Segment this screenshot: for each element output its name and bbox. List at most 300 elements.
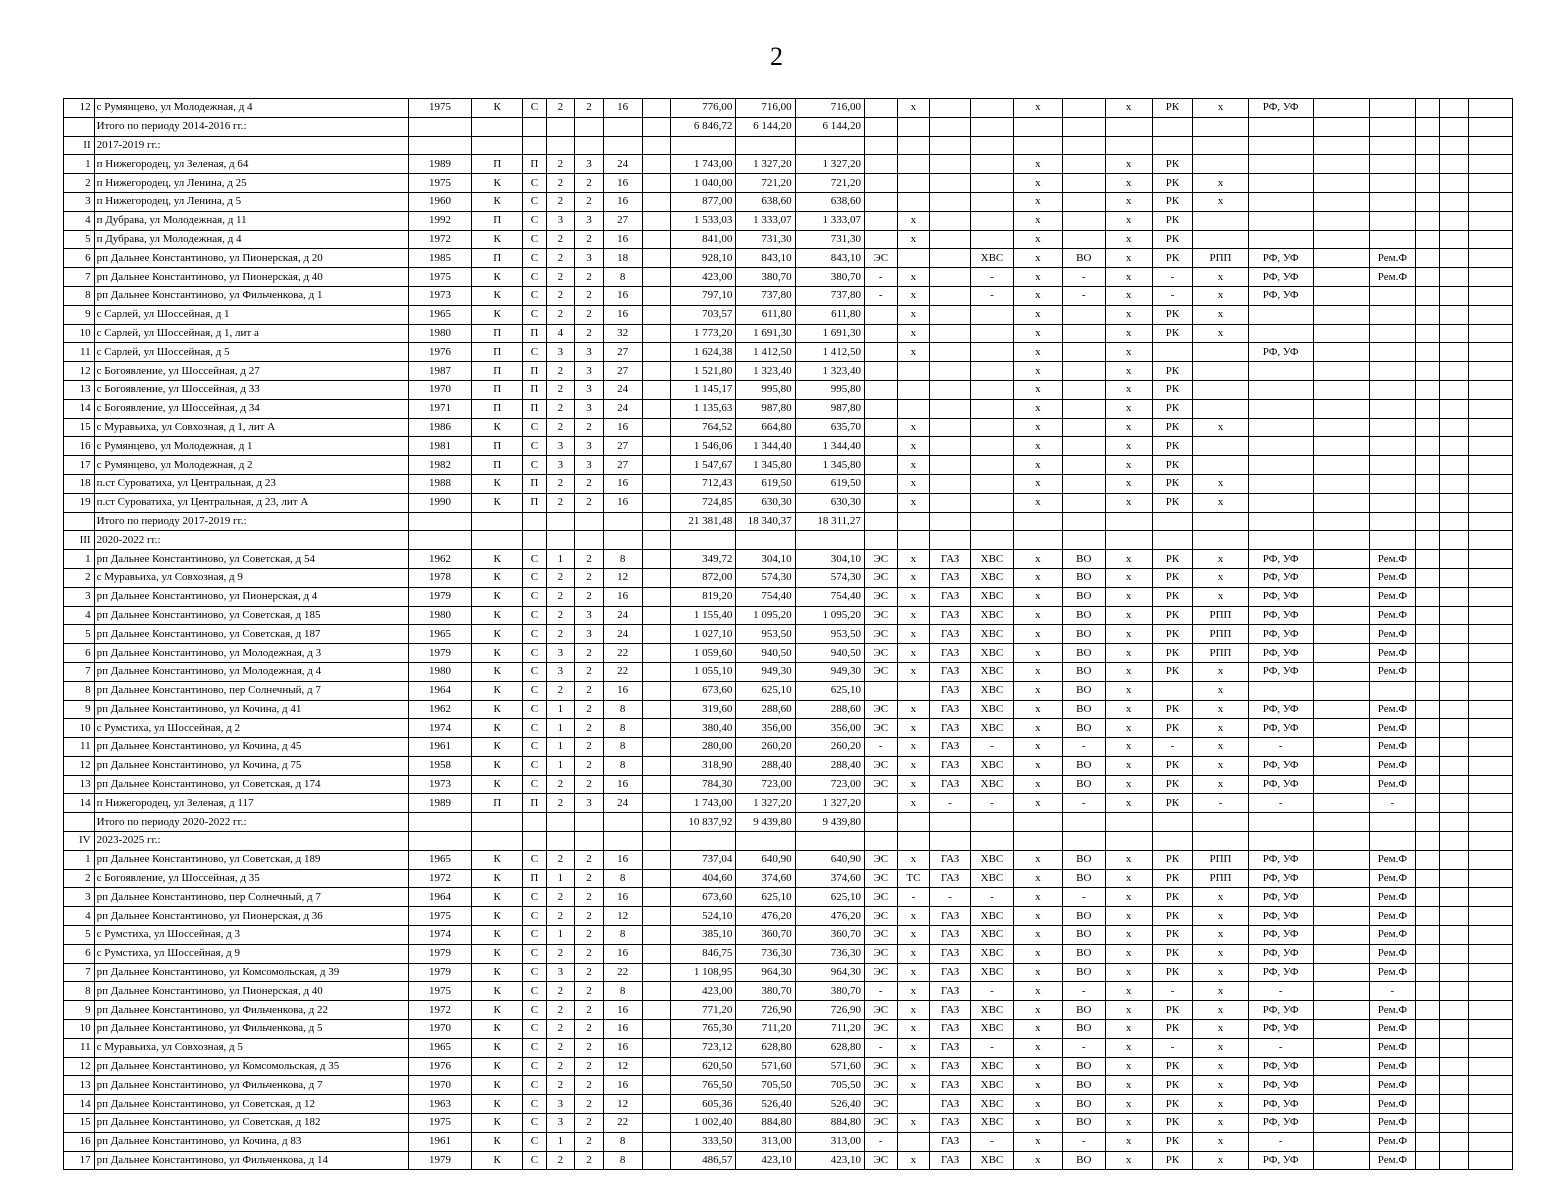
table-cell: 628,80 <box>795 1038 864 1057</box>
table-cell <box>1369 155 1415 174</box>
table-cell <box>1193 211 1248 230</box>
address-cell: рп Дальнее Константиново, ул Пионерская, д 20 <box>94 249 408 268</box>
table-cell: 1972 <box>408 869 471 888</box>
table-cell <box>930 249 971 268</box>
table-cell <box>642 1132 671 1151</box>
table-cell: 1975 <box>408 99 471 118</box>
table-cell: ГАЗ <box>930 719 971 738</box>
table-cell: Рем.Ф <box>1369 1132 1415 1151</box>
table-cell: х <box>1013 362 1062 381</box>
table-cell: РПП <box>1193 625 1248 644</box>
table-cell: 1 027,10 <box>671 625 736 644</box>
table-cell: х <box>897 343 930 362</box>
table-cell <box>642 324 671 343</box>
table-cell: К <box>472 174 523 193</box>
table-cell: 1970 <box>408 1020 471 1039</box>
table-cell <box>408 117 471 136</box>
table-cell <box>1193 380 1248 399</box>
address-cell: рп Дальнее Константиново, ул Молодежная, д 3 <box>94 644 408 663</box>
table-cell: 628,80 <box>736 1038 795 1057</box>
table-cell: 843,10 <box>736 249 795 268</box>
table-cell <box>971 418 1014 437</box>
address-cell: с Румянцево, ул Молодежная, д 2 <box>94 456 408 475</box>
table-cell <box>864 418 897 437</box>
row-index-cell: 17 <box>64 1151 95 1170</box>
table-row <box>64 644 1513 663</box>
table-cell: К <box>472 926 523 945</box>
table-cell: 2 <box>575 963 604 982</box>
table-cell: РФ, УФ <box>1248 550 1313 569</box>
table-cell: ГАЗ <box>930 606 971 625</box>
table-cell: - <box>1152 982 1193 1001</box>
table-cell <box>1468 963 1512 982</box>
table-cell: 723,00 <box>795 775 864 794</box>
table-cell: 1982 <box>408 456 471 475</box>
table-cell: С <box>523 568 546 587</box>
table-cell: 2 <box>546 568 575 587</box>
table-cell: 319,60 <box>671 700 736 719</box>
table-cell: 260,20 <box>736 738 795 757</box>
table-row <box>64 662 1513 681</box>
table-cell <box>642 963 671 982</box>
table-cell <box>1468 850 1512 869</box>
table-cell: х <box>1105 1114 1152 1133</box>
table-cell: 1 412,50 <box>736 343 795 362</box>
table-cell <box>1313 644 1369 663</box>
table-row <box>64 625 1513 644</box>
table-cell <box>1415 1151 1439 1170</box>
table-cell: х <box>897 1114 930 1133</box>
table-cell: 24 <box>603 794 642 813</box>
table-cell: 2 <box>546 794 575 813</box>
table-cell: 712,43 <box>671 474 736 493</box>
table-cell <box>1415 550 1439 569</box>
table-cell <box>1468 474 1512 493</box>
table-row <box>64 305 1513 324</box>
table-cell: ГАЗ <box>930 1057 971 1076</box>
table-cell <box>1440 531 1469 550</box>
table-cell <box>1369 456 1415 475</box>
table-cell: 2 <box>575 756 604 775</box>
table-cell: 3 <box>575 343 604 362</box>
table-cell <box>1468 286 1512 305</box>
table-cell <box>1440 850 1469 869</box>
table-cell: С <box>523 775 546 794</box>
table-cell: С <box>523 1151 546 1170</box>
table-row <box>64 568 1513 587</box>
table-cell <box>1248 174 1313 193</box>
table-cell <box>1313 738 1369 757</box>
table-cell <box>1440 1132 1469 1151</box>
table-cell: х <box>897 1151 930 1170</box>
table-cell <box>1440 286 1469 305</box>
table-cell: Рем.Ф <box>1369 719 1415 738</box>
table-cell: 2 <box>546 944 575 963</box>
table-cell: РК <box>1152 926 1193 945</box>
table-cell: Рем.Ф <box>1369 606 1415 625</box>
table-cell: 2 <box>546 1057 575 1076</box>
table-cell: 280,00 <box>671 738 736 757</box>
table-cell <box>1313 380 1369 399</box>
table-cell <box>864 324 897 343</box>
table-cell: 16 <box>603 474 642 493</box>
table-cell: 2 <box>575 775 604 794</box>
table-cell: 711,20 <box>795 1020 864 1039</box>
table-cell <box>1415 174 1439 193</box>
table-row <box>64 888 1513 907</box>
row-index-cell <box>64 813 95 832</box>
table-cell: 12 <box>603 1095 642 1114</box>
table-cell: х <box>1193 1151 1248 1170</box>
table-cell: РК <box>1152 437 1193 456</box>
table-cell: С <box>523 850 546 869</box>
table-cell: 1 327,20 <box>795 155 864 174</box>
table-cell: 1979 <box>408 1151 471 1170</box>
table-cell: С <box>523 99 546 118</box>
table-cell: 1965 <box>408 850 471 869</box>
table-cell: К <box>472 305 523 324</box>
table-cell <box>1369 474 1415 493</box>
table-cell: К <box>472 550 523 569</box>
table-cell <box>642 832 671 851</box>
table-cell <box>1313 343 1369 362</box>
table-cell <box>642 1114 671 1133</box>
table-cell: 819,20 <box>671 587 736 606</box>
table-cell: 2 <box>546 775 575 794</box>
table-cell <box>1313 606 1369 625</box>
table-cell: 360,70 <box>795 926 864 945</box>
table-cell <box>642 230 671 249</box>
table-cell: 1 108,95 <box>671 963 736 982</box>
table-cell <box>642 944 671 963</box>
table-cell <box>1062 813 1105 832</box>
table-cell: С <box>523 437 546 456</box>
table-cell: ХВС <box>971 662 1014 681</box>
table-cell: ГАЗ <box>930 1151 971 1170</box>
table-cell <box>1440 644 1469 663</box>
table-cell: 1965 <box>408 305 471 324</box>
table-cell: РФ, УФ <box>1248 1057 1313 1076</box>
table-cell: х <box>1193 418 1248 437</box>
table-cell: 356,00 <box>795 719 864 738</box>
table-cell: 3 <box>575 399 604 418</box>
table-row <box>64 681 1513 700</box>
table-cell: ГАЗ <box>930 926 971 945</box>
table-cell: 2 <box>546 850 575 869</box>
table-cell: ЭС <box>864 587 897 606</box>
address-cell: рп Дальнее Константиново, ул Пионерская, д 40 <box>94 268 408 287</box>
table-cell <box>1313 1151 1369 1170</box>
table-cell: 22 <box>603 644 642 663</box>
table-cell <box>472 117 523 136</box>
table-cell: ВО <box>1062 963 1105 982</box>
table-cell: 1979 <box>408 644 471 663</box>
table-cell: 765,50 <box>671 1076 736 1095</box>
table-cell: ГАЗ <box>930 681 971 700</box>
table-cell: К <box>472 982 523 1001</box>
table-cell: 2 <box>546 625 575 644</box>
table-cell: РК <box>1152 587 1193 606</box>
table-cell: 995,80 <box>795 380 864 399</box>
row-index-cell: 9 <box>64 305 95 324</box>
table-cell: 24 <box>603 399 642 418</box>
table-cell <box>1062 474 1105 493</box>
table-cell <box>1415 775 1439 794</box>
table-cell: 953,50 <box>795 625 864 644</box>
table-cell <box>1468 362 1512 381</box>
address-cell: рп Дальнее Константиново, пер Солнечный, д 7 <box>94 888 408 907</box>
table-cell: 2 <box>546 1151 575 1170</box>
row-index-cell: 6 <box>64 944 95 963</box>
table-cell <box>1468 832 1512 851</box>
table-cell <box>575 832 604 851</box>
table-cell: х <box>897 625 930 644</box>
table-cell <box>930 174 971 193</box>
table-cell <box>1313 982 1369 1001</box>
table-cell: х <box>1193 1001 1248 1020</box>
table-cell: РФ, УФ <box>1248 268 1313 287</box>
table-cell: 1 624,38 <box>671 343 736 362</box>
table-cell <box>971 380 1014 399</box>
table-cell <box>1369 174 1415 193</box>
table-cell <box>864 474 897 493</box>
table-row <box>64 756 1513 775</box>
table-cell: РФ, УФ <box>1248 343 1313 362</box>
table-cell: 737,80 <box>736 286 795 305</box>
table-cell <box>736 531 795 550</box>
table-cell <box>897 399 930 418</box>
table-cell <box>1468 625 1512 644</box>
table-cell: 8 <box>603 756 642 775</box>
table-cell <box>1313 850 1369 869</box>
table-cell <box>1468 343 1512 362</box>
table-cell: Рем.Ф <box>1369 644 1415 663</box>
page-number: 2 <box>770 42 783 71</box>
table-cell: К <box>472 888 523 907</box>
table-cell <box>897 1132 930 1151</box>
table-cell <box>1062 174 1105 193</box>
table-cell <box>642 418 671 437</box>
table-cell: 1980 <box>408 606 471 625</box>
table-cell <box>1415 813 1439 832</box>
table-cell: - <box>971 1038 1014 1057</box>
table-cell <box>671 832 736 851</box>
table-cell: 2 <box>546 587 575 606</box>
table-cell: 8 <box>603 700 642 719</box>
table-cell: 12 <box>603 907 642 926</box>
table-cell: х <box>1193 700 1248 719</box>
table-cell <box>642 982 671 1001</box>
table-cell: 1981 <box>408 437 471 456</box>
address-cell: с Сарлей, ул Шоссейная, д 5 <box>94 343 408 362</box>
table-cell: х <box>897 99 930 118</box>
table-cell: х <box>1193 324 1248 343</box>
table-cell <box>1313 1057 1369 1076</box>
table-cell: РК <box>1152 756 1193 775</box>
table-row <box>64 1151 1513 1170</box>
table-row <box>64 587 1513 606</box>
table-cell: 2 <box>575 230 604 249</box>
table-cell: х <box>1013 155 1062 174</box>
table-cell: 1 <box>546 550 575 569</box>
table-cell <box>1440 681 1469 700</box>
table-cell <box>1248 474 1313 493</box>
table-cell: 313,00 <box>795 1132 864 1151</box>
table-cell <box>971 305 1014 324</box>
table-cell: х <box>1013 700 1062 719</box>
table-cell <box>642 568 671 587</box>
table-cell: 1974 <box>408 719 471 738</box>
table-cell: К <box>472 418 523 437</box>
table-cell: РФ, УФ <box>1248 756 1313 775</box>
table-cell: х <box>897 644 930 663</box>
table-cell: х <box>897 1076 930 1095</box>
table-cell: х <box>1013 662 1062 681</box>
table-row <box>64 813 1513 832</box>
table-cell <box>1313 1076 1369 1095</box>
table-cell: 18 311,27 <box>795 512 864 531</box>
table-cell <box>1468 775 1512 794</box>
table-cell <box>1415 192 1439 211</box>
table-cell: 1975 <box>408 982 471 1001</box>
table-cell: ЭС <box>864 644 897 663</box>
address-cell: п Нижегородец, ул Зеленая, д 117 <box>94 794 408 813</box>
table-cell <box>864 343 897 362</box>
table-cell: х <box>1013 211 1062 230</box>
table-cell: РФ, УФ <box>1248 926 1313 945</box>
table-cell: ГАЗ <box>930 1132 971 1151</box>
table-cell: х <box>897 1001 930 1020</box>
table-cell: х <box>1105 268 1152 287</box>
table-cell: Рем.Ф <box>1369 662 1415 681</box>
table-row <box>64 531 1513 550</box>
address-cell: рп Дальнее Константиново, ул Кочина, д 41 <box>94 700 408 719</box>
table-cell <box>1013 512 1062 531</box>
table-cell: 1 155,40 <box>671 606 736 625</box>
table-cell: - <box>864 286 897 305</box>
table-cell: РК <box>1152 606 1193 625</box>
table-cell <box>1062 211 1105 230</box>
table-cell: х <box>1013 794 1062 813</box>
table-cell: х <box>1105 362 1152 381</box>
table-cell <box>1440 512 1469 531</box>
table-cell <box>642 813 671 832</box>
table-cell: ХВС <box>971 926 1014 945</box>
table-cell: С <box>523 944 546 963</box>
table-cell: ЭС <box>864 568 897 587</box>
table-cell: 1 <box>546 926 575 945</box>
table-cell: РК <box>1152 1151 1193 1170</box>
table-cell: 4 <box>546 324 575 343</box>
table-cell: С <box>523 644 546 663</box>
table-cell <box>930 380 971 399</box>
table-cell <box>1062 380 1105 399</box>
table-cell <box>1468 531 1512 550</box>
table-cell: х <box>1193 268 1248 287</box>
row-index-cell: 12 <box>64 362 95 381</box>
table-cell <box>642 1057 671 1076</box>
table-cell: 571,60 <box>736 1057 795 1076</box>
table-cell <box>523 531 546 550</box>
table-row <box>64 1076 1513 1095</box>
table-cell <box>897 192 930 211</box>
table-cell: 304,10 <box>736 550 795 569</box>
table-cell: 304,10 <box>795 550 864 569</box>
table-cell: С <box>523 907 546 926</box>
table-cell: 16 <box>603 1020 642 1039</box>
table-cell <box>897 174 930 193</box>
table-cell <box>1468 982 1512 1001</box>
table-cell: С <box>523 286 546 305</box>
table-cell: Рем.Ф <box>1369 756 1415 775</box>
table-cell: 380,40 <box>671 719 736 738</box>
table-cell <box>642 531 671 550</box>
table-cell <box>1440 249 1469 268</box>
table-cell: РФ, УФ <box>1248 963 1313 982</box>
table-cell: 638,60 <box>795 192 864 211</box>
table-cell: 1975 <box>408 174 471 193</box>
table-cell <box>864 493 897 512</box>
table-cell <box>864 456 897 475</box>
table-cell: ХВС <box>971 587 1014 606</box>
table-cell: 16 <box>603 1038 642 1057</box>
table-cell: х <box>897 268 930 287</box>
table-cell <box>642 926 671 945</box>
table-cell: х <box>897 963 930 982</box>
table-row <box>64 1114 1513 1133</box>
table-cell <box>971 512 1014 531</box>
table-cell: ЭС <box>864 1076 897 1095</box>
address-cell: с Румстиха, ул Шоссейная, д 2 <box>94 719 408 738</box>
table-cell: ГАЗ <box>930 1114 971 1133</box>
table-cell: х <box>1013 681 1062 700</box>
table-cell <box>642 1095 671 1114</box>
table-cell: 10 837,92 <box>671 813 736 832</box>
table-cell: ХВС <box>971 850 1014 869</box>
table-cell: Рем.Ф <box>1369 775 1415 794</box>
table-cell <box>1313 211 1369 230</box>
table-cell: 1965 <box>408 1038 471 1057</box>
table-cell <box>1468 813 1512 832</box>
table-row <box>64 512 1513 531</box>
table-cell: - <box>1248 1038 1313 1057</box>
table-row <box>64 606 1513 625</box>
table-cell <box>1468 1057 1512 1076</box>
table-cell <box>1415 362 1439 381</box>
table-cell <box>603 117 642 136</box>
table-cell: ЭС <box>864 888 897 907</box>
table-cell: К <box>472 775 523 794</box>
table-cell <box>930 230 971 249</box>
table-cell <box>1415 249 1439 268</box>
table-cell: 638,60 <box>736 192 795 211</box>
table-cell: х <box>1193 1132 1248 1151</box>
table-cell: 2 <box>546 230 575 249</box>
table-cell: 1 <box>546 869 575 888</box>
table-cell <box>1468 324 1512 343</box>
table-cell: 3 <box>575 437 604 456</box>
table-cell <box>1440 343 1469 362</box>
table-cell: 2 <box>546 888 575 907</box>
table-cell <box>897 380 930 399</box>
table-cell <box>736 136 795 155</box>
table-cell: х <box>1105 963 1152 982</box>
address-cell: рп Дальнее Константиново, ул Фильченкова, д 5 <box>94 1020 408 1039</box>
table-cell <box>1468 719 1512 738</box>
address-cell: рп Дальнее Константиново, ул Советская, д 12 <box>94 1095 408 1114</box>
table-cell: П <box>472 249 523 268</box>
table-cell <box>1440 155 1469 174</box>
